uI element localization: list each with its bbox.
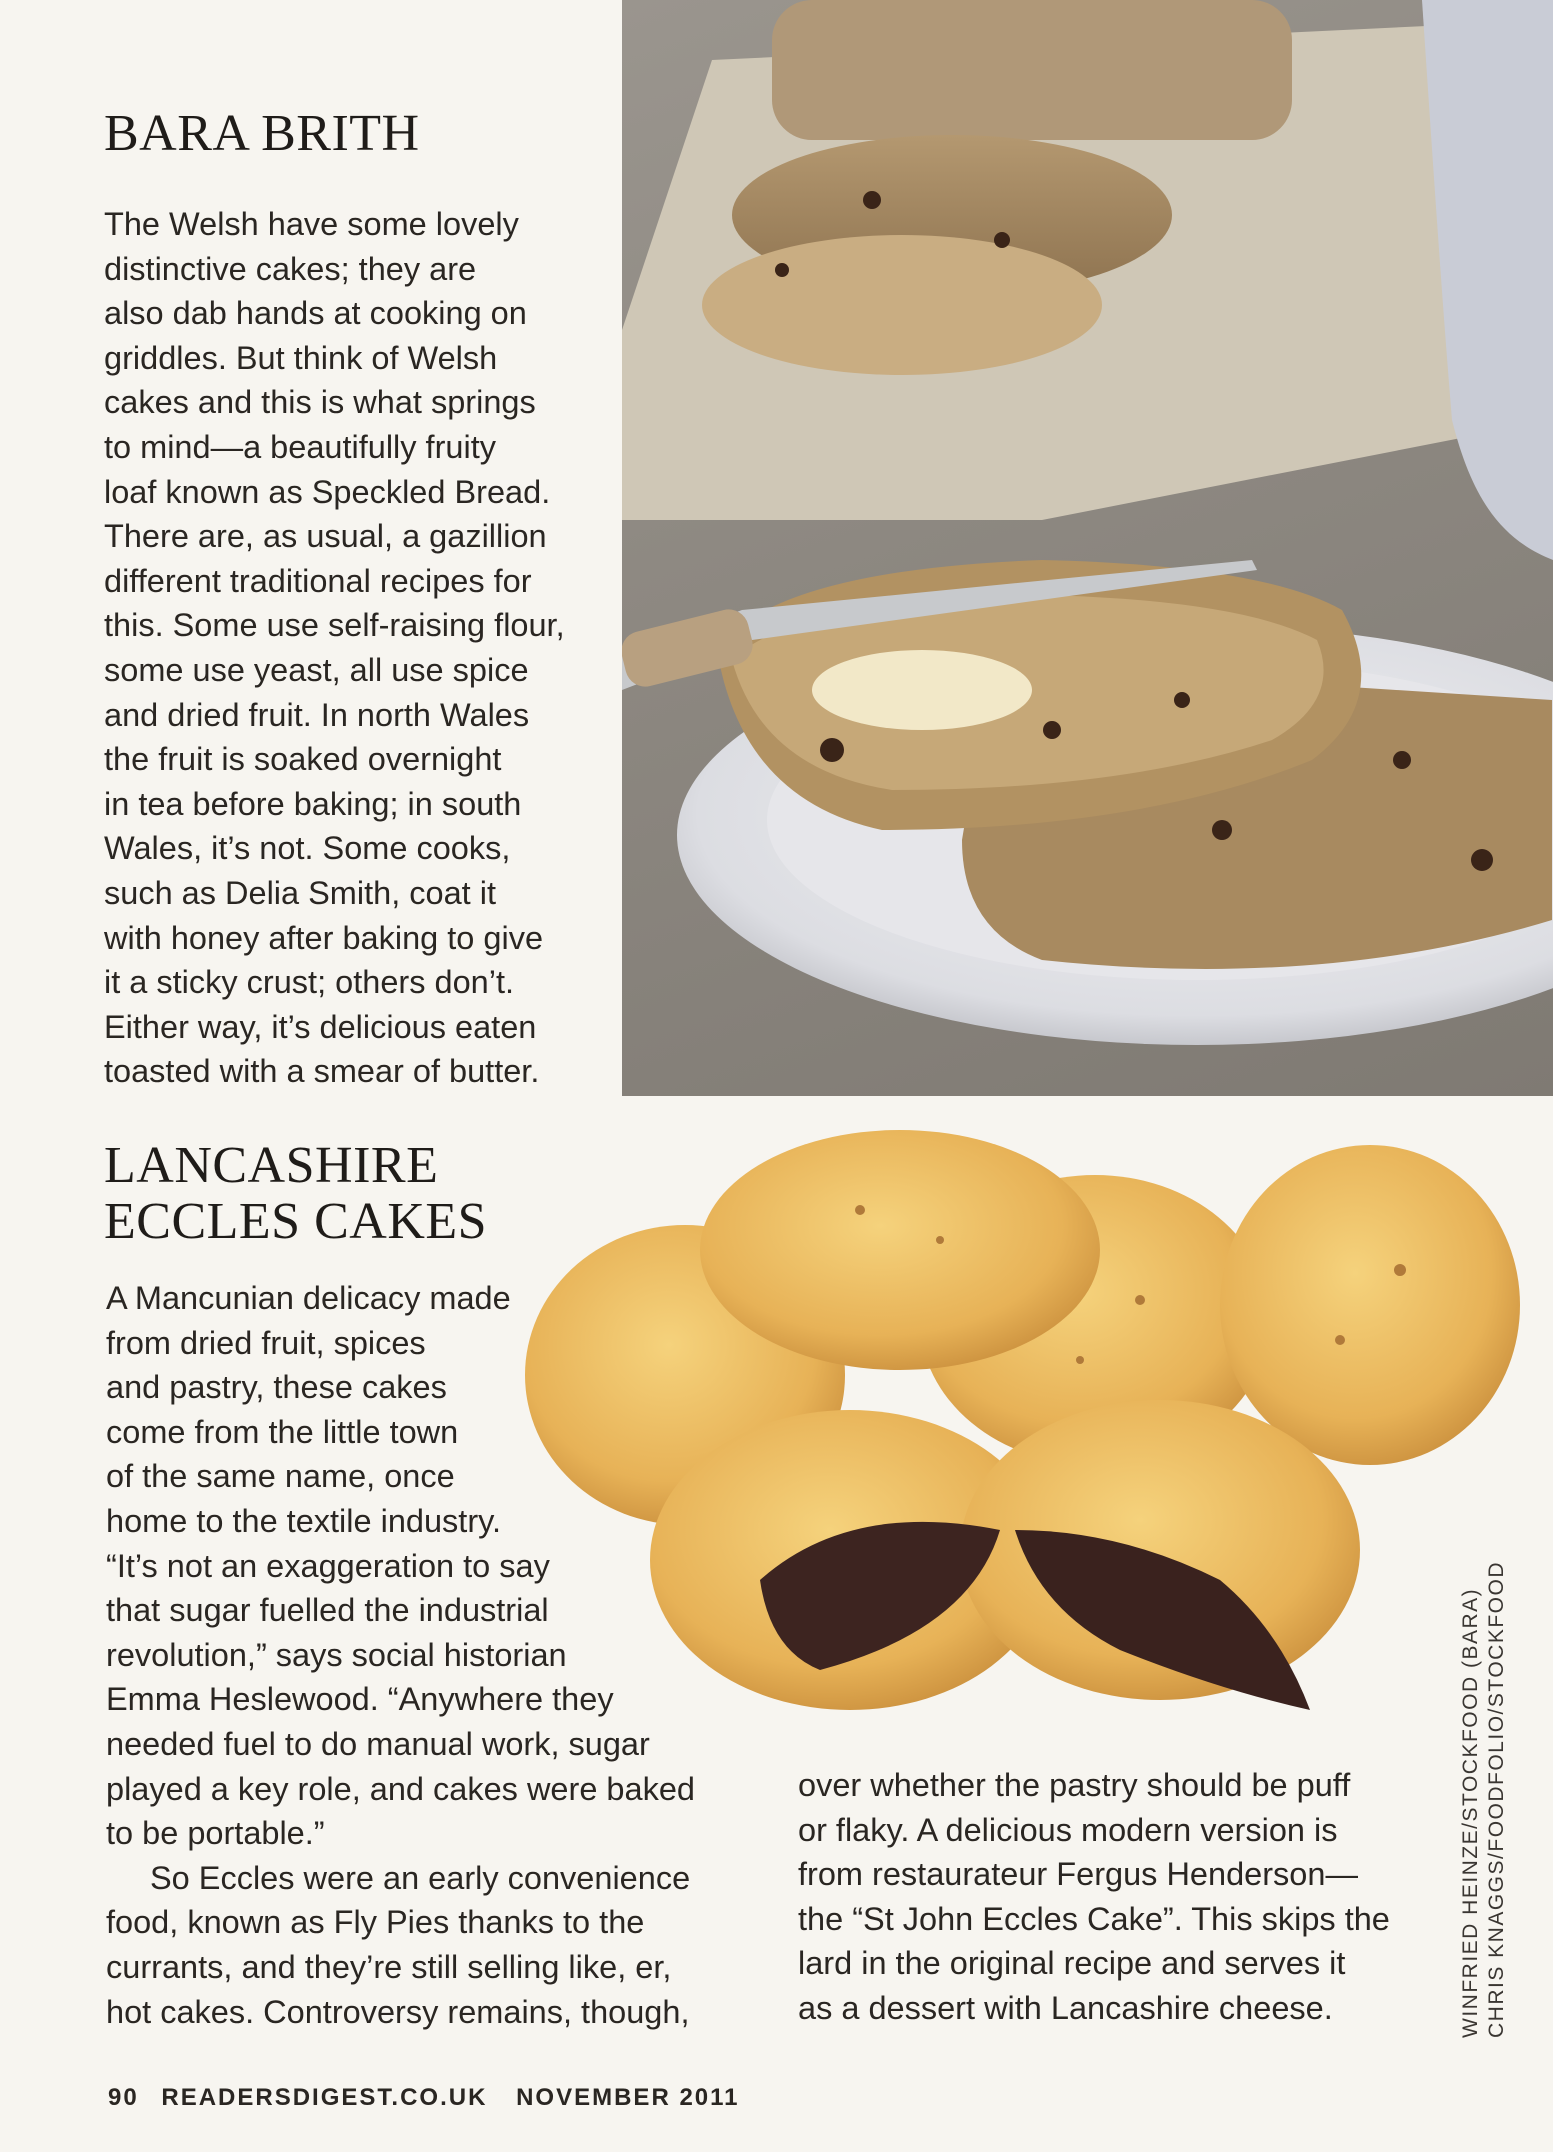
eccles-text-line: the “St John Eccles Cake”. This skips the	[798, 1900, 1390, 1937]
credit-line-2: CHRIS KNAGGS/FOODFOLIO/STOCKFOOD	[1485, 1561, 1508, 2038]
bara-brith-text-line: in tea before baking; in south	[104, 785, 522, 822]
bara-brith-text-line: such as Delia Smith, coat it	[104, 874, 496, 911]
eccles-text-line: from dried fruit, spices	[106, 1324, 426, 1361]
bara-brith-text-line: Wales, it’s not. Some cooks,	[104, 830, 511, 867]
footer-date: NOVEMBER 2011	[516, 2084, 740, 2111]
eccles-text-line: So Eccles were an early convenience	[150, 1859, 691, 1896]
eccles-text-line: currants, and they’re still selling like, er,	[106, 1948, 672, 1985]
eccles-text-line: hot cakes. Controversy remains, though,	[106, 1993, 690, 2030]
bara-brith-text-line: with honey after baking to give	[104, 919, 544, 956]
eccles-text-line: as a dessert with Lancashire cheese.	[798, 1989, 1333, 2026]
page-footer	[108, 2084, 740, 2112]
bara-brith-text-line: cakes and this is what springs	[104, 384, 536, 421]
bara-brith-text-line: also dab hands at cooking on	[104, 295, 527, 332]
eccles-text-line: Emma Heslewood. “Anywhere they	[106, 1681, 614, 1718]
eccles-text-line: that sugar fuelled the industrial	[106, 1592, 549, 1629]
bara-brith-text	[104, 202, 565, 1094]
bara-brith-text-line: to mind—a beautifully fruity	[104, 428, 496, 465]
photo-credits	[1458, 1478, 1508, 2038]
bara-brith-text-line: it a sticky crust; others don’t.	[104, 964, 515, 1001]
eccles-text-right	[798, 1763, 1390, 2031]
eccles-text-line: home to the textile industry.	[106, 1502, 502, 1539]
bara-brith-text-line: Either way, it’s delicious eaten	[104, 1008, 537, 1045]
eccles-text-line: from restaurateur Fergus Henderson—	[798, 1856, 1358, 1893]
eccles-text-line: of the same name, once	[106, 1458, 455, 1495]
bara-brith-photo	[622, 0, 1553, 1096]
eccles-text-line: needed fuel to do manual work, sugar	[106, 1725, 650, 1762]
bara-brith-text-line: toasted with a smear of butter.	[104, 1053, 540, 1090]
eccles-text-line: “It’s not an exaggeration to say	[106, 1547, 550, 1584]
page-number: 90	[108, 2084, 139, 2111]
bara-brith-text-line: There are, as usual, a gazillion	[104, 518, 547, 555]
bara-brith-text-line: this. Some use self-raising flour,	[104, 607, 565, 644]
eccles-text-line: and pastry, these cakes	[106, 1369, 447, 1406]
eccles-text-line: come from the little town	[106, 1413, 459, 1450]
bara-brith-text-line: The Welsh have some lovely	[104, 206, 519, 242]
bara-brith-text-line: some use yeast, all use spice	[104, 651, 529, 688]
bara-brith-text-line: different traditional recipes for	[104, 562, 532, 599]
bara-brith-text-line: distinctive cakes; they are	[104, 250, 477, 287]
bara-brith-text-line: and dried fruit. In north Wales	[104, 696, 530, 733]
bara-brith-text-line: loaf known as Speckled Bread.	[104, 473, 551, 510]
footer-site: READERSDIGEST.CO.UK	[161, 2084, 488, 2111]
eccles-text-line: lard in the original recipe and serves it	[798, 1945, 1346, 1982]
eccles-text-line: food, known as Fly Pies thanks to the	[106, 1904, 645, 1941]
eccles-cakes-photo	[520, 1110, 1520, 1740]
bara-brith-text-line: griddles. But think of Welsh	[104, 339, 498, 376]
eccles-text-line: played a key role, and cakes were baked	[106, 1770, 695, 1807]
eccles-text-line: over whether the pastry should be puff	[798, 1767, 1351, 1803]
eccles-text-line: or flaky. A delicious modern version is	[798, 1811, 1338, 1848]
eccles-text-line: to be portable.”	[106, 1815, 325, 1852]
credit-line-1: WINFRIED HEINZE/STOCKFOOD (BARA)	[1459, 1587, 1482, 2038]
heading-eccles-line2: ECCLES CAKES	[104, 1193, 488, 1250]
bara-brith-text-line: the fruit is soaked overnight	[104, 741, 502, 778]
heading-bara-brith: BARA BRITH	[104, 105, 420, 162]
eccles-text-line: A Mancunian delicacy made	[106, 1280, 511, 1316]
eccles-text-line: revolution,” says social historian	[106, 1636, 567, 1673]
heading-eccles-line1: LANCASHIRE	[104, 1137, 439, 1194]
